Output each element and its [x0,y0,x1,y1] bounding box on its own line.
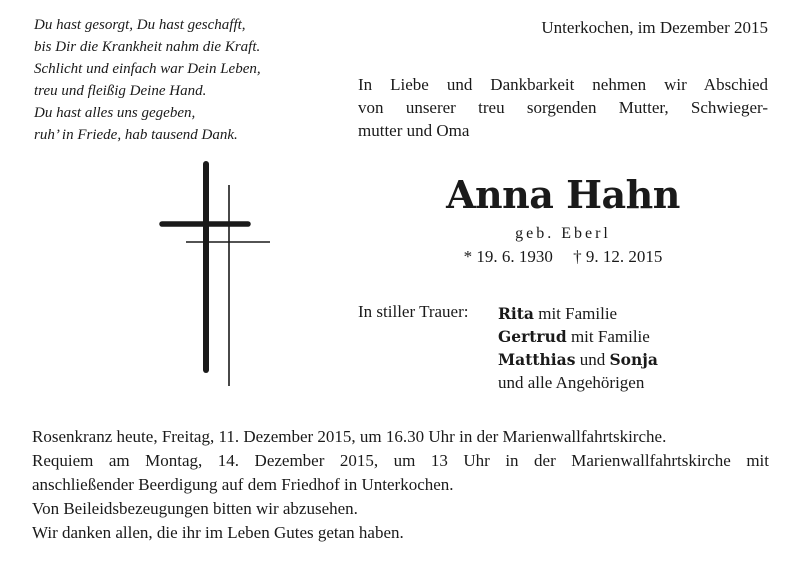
mourner-conjunction: und [575,350,610,369]
mourner-row [498,302,658,325]
poem-line: Du hast gesorgt, Du hast geschafft, [34,17,246,33]
poem-line: bis Dir die Krankheit nahm die Kraft. [34,39,261,55]
poem-line: Du hast alles uns gegeben, [34,105,196,121]
service-details [32,425,769,545]
birth-date: * 19. 6. 1930 [463,247,553,266]
mourner-name: Matthias [498,350,576,369]
poem [34,14,261,146]
mourning-label: In stiller Trauer: [358,302,469,321]
intro-line: In Liebe und Dankbarkeit nehmen wir Abschied [358,75,768,94]
mourner-suffix: mit Familie [533,304,618,323]
place-date: Unterkochen, im Dezember 2015 [541,18,768,37]
mourner-row: und alle Angehörigen [498,373,645,392]
life-dates [358,247,768,267]
mourner-suffix: mit Familie [566,327,650,346]
mourner-name: Gertrud [498,327,567,346]
intro-line: mutter und Oma [358,121,470,140]
death-date: † 9. 12. 2015 [573,247,663,266]
details-line: Von Beileidsbezeugungen bitten wir abzusehen. [32,499,358,518]
details-line: Wir danken allen, die ihr im Leben Gutes getan haben. [32,523,404,542]
mourners-list [498,302,658,394]
mourner-row [498,348,658,371]
poem-line: Schlicht und einfach war Dein Leben, [34,61,261,77]
details-line: Requiem am Montag, 14. Dezember 2015, um 13 Uhr in der Marienwallfahrtskirche mit [32,451,769,470]
poem-line: treu und fleißig Deine Hand. [34,83,207,99]
mourner-name: Sonja [609,350,658,369]
details-line: Rosenkranz heute, Freitag, 11. Dezember 2015, um 16.30 Uhr in der Marienwallfahrtskirche. [32,427,667,446]
mourner-row [498,325,658,348]
intro-line: von unserer treu sorgenden Mutter, Schwieger- [358,98,768,117]
mourner-name: Rita [498,304,534,323]
deceased-name: Anna Hahn [446,172,680,217]
poem-line: ruh’ in Friede, hab tausend Dank. [34,127,238,143]
details-line: anschließender Beerdigung auf dem Friedhof in Unterkochen. [32,475,454,494]
intro-text [358,73,768,142]
maiden-name: geb. Eberl [515,225,611,242]
